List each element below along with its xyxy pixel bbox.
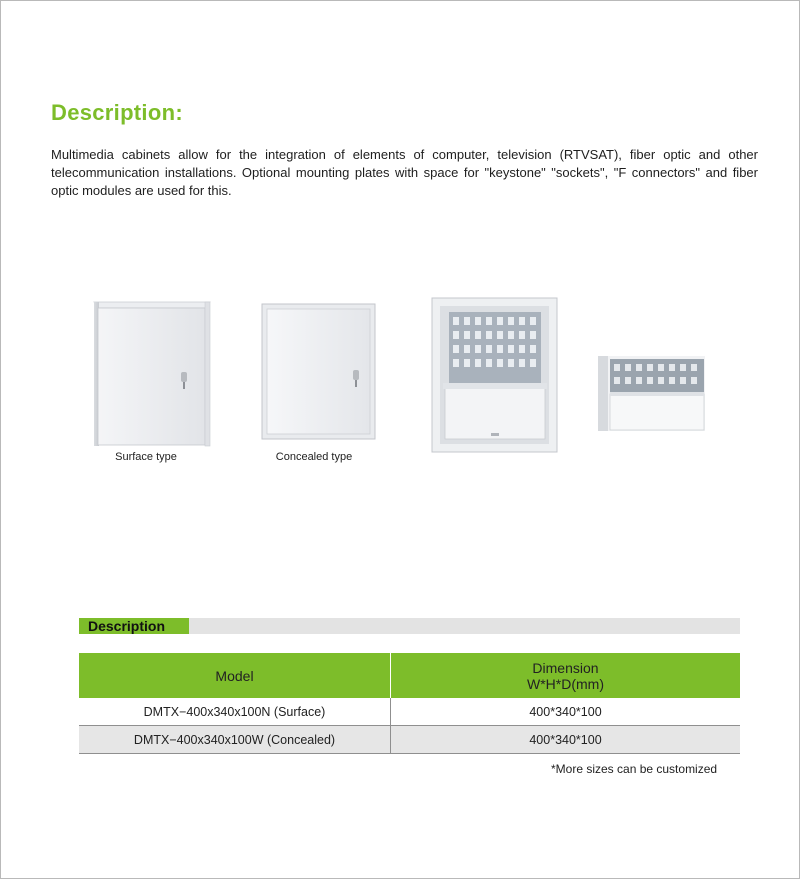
table-row xyxy=(79,698,740,726)
surface-cabinet-image xyxy=(93,300,211,448)
page-heading: Description: xyxy=(51,100,183,125)
dimension-header-line2: W*H*D(mm) xyxy=(527,675,604,692)
cabinet-detail-image xyxy=(598,356,705,431)
section-label: Description xyxy=(79,618,189,634)
concealed-type-caption: Concealed type xyxy=(275,451,353,463)
dimension-header-line1: Dimension xyxy=(532,659,599,676)
column-header-dimension xyxy=(391,653,741,698)
intro-paragraph: Multimedia cabinets allow for the integration of elements of computer, television (RTVSAT), fiber optic and other telecommunication installations. Optional mounting plates with space for "keystone" "sockets", "F connectors" and fiber optic modules are used for this. xyxy=(51,147,758,198)
surface-type-caption: Surface type xyxy=(115,451,177,463)
concealed-cabinet-image xyxy=(261,303,376,440)
table-row xyxy=(79,726,740,754)
open-cabinet-image xyxy=(431,297,558,453)
customization-note: *More sizes can be customized xyxy=(551,762,718,776)
section-header-bar xyxy=(79,618,740,634)
spec-table xyxy=(79,653,740,754)
column-header-model: Model xyxy=(215,667,254,684)
dimension-cell: 400*340*100 xyxy=(391,698,741,726)
model-cell: DMTX−400x340x100W (Concealed) xyxy=(79,726,391,754)
table-header-row xyxy=(79,653,740,698)
dimension-cell: 400*340*100 xyxy=(391,726,741,754)
model-cell: DMTX−400x340x100N (Surface) xyxy=(79,698,391,726)
